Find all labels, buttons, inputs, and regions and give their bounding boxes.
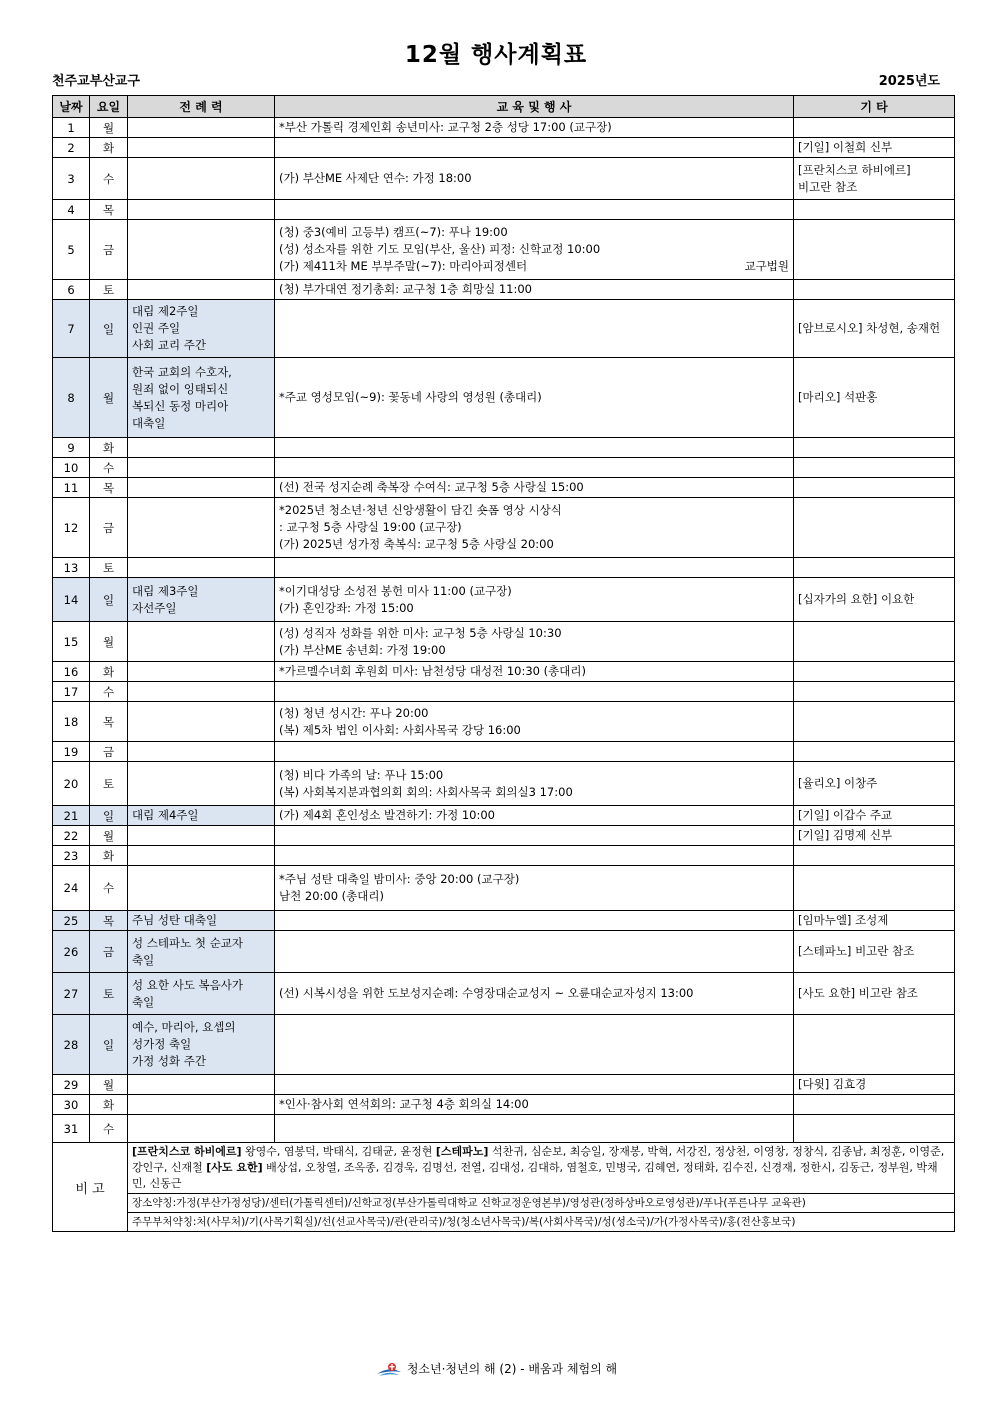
liturgy-cell (128, 438, 275, 458)
events-text: *부산 가톨릭 경제인회 송년미사: 교구청 2층 성당 17:00 (교구장) (279, 120, 612, 134)
table-row (53, 973, 955, 1015)
date-cell: 13 (53, 558, 90, 578)
date-cell: 14 (53, 578, 90, 622)
liturgy-cell (128, 158, 275, 200)
date-cell: 29 (53, 1075, 90, 1095)
liturgy-cell (128, 866, 275, 911)
schedule-table (52, 95, 955, 1232)
etc-cell: [율리오] 이창주 (794, 762, 955, 806)
events-cell (275, 1015, 794, 1075)
liturgy-cell: 대림 제4주일 (128, 806, 275, 826)
weekday-cell: 화 (90, 1095, 128, 1115)
table-row (53, 118, 955, 138)
table-row (53, 220, 955, 280)
weekday-cell: 화 (90, 138, 128, 158)
table-row (53, 866, 955, 911)
table-row (53, 578, 955, 622)
notes-label: 비 고 (53, 1143, 128, 1232)
weekday-cell: 화 (90, 846, 128, 866)
weekday-cell: 월 (90, 118, 128, 138)
etc-cell (794, 682, 955, 702)
liturgy-cell (128, 280, 275, 300)
weekday-cell: 월 (90, 622, 128, 662)
events-cell (275, 438, 794, 458)
liturgy-cell (128, 702, 275, 742)
weekday-cell: 목 (90, 911, 128, 931)
weekday-cell: 토 (90, 280, 128, 300)
events-cell (275, 1075, 794, 1095)
footer (0, 1360, 992, 1378)
etc-cell (794, 478, 955, 498)
weekday-cell: 월 (90, 1075, 128, 1095)
etc-cell (794, 118, 955, 138)
weekday-cell: 토 (90, 762, 128, 806)
etc-cell: [사도 요한] 비고란 참조 (794, 973, 955, 1015)
header-events: 교 육 및 행 사 (275, 96, 794, 118)
date-cell: 4 (53, 200, 90, 220)
liturgy-cell: 한국 교회의 수호자, 원죄 없이 잉태되신 복되신 동정 마리아 대축일 (128, 358, 275, 438)
liturgy-cell (128, 662, 275, 682)
date-cell: 5 (53, 220, 90, 280)
date-cell: 26 (53, 931, 90, 973)
date-cell: 10 (53, 458, 90, 478)
table-row (53, 158, 955, 200)
table-row (53, 1115, 955, 1143)
feast2-names: 석찬귀, 심순보, 최승일, 장재봉, 박혁, 서강진, 정상천, 이영창, 정창식, 김종남, 최정훈, 이영준, 강인구, 신재철 (132, 1145, 945, 1174)
date-cell: 16 (53, 662, 90, 682)
table-row (53, 1015, 955, 1075)
events-text: (청) 부가대연 정기총회: 교구청 1층 희망실 11:00 (279, 282, 532, 296)
date-cell: 24 (53, 866, 90, 911)
liturgy-cell (128, 742, 275, 762)
events-cell (275, 158, 794, 200)
etc-cell: [십자가의 요한] 이요한 (794, 578, 955, 622)
liturgy-cell (128, 1075, 275, 1095)
table-row (53, 622, 955, 662)
date-cell: 18 (53, 702, 90, 742)
events-right-note: 교구법원 (744, 259, 789, 273)
etc-cell (794, 458, 955, 478)
table-row (53, 558, 955, 578)
etc-cell (794, 498, 955, 558)
date-cell: 3 (53, 158, 90, 200)
weekday-cell: 일 (90, 1015, 128, 1075)
table-row (53, 762, 955, 806)
etc-cell (794, 1095, 955, 1115)
weekday-cell: 수 (90, 682, 128, 702)
table-row (53, 742, 955, 762)
table-row (53, 662, 955, 682)
events-cell (275, 973, 794, 1015)
date-cell: 25 (53, 911, 90, 931)
liturgy-cell (128, 220, 275, 280)
weekday-cell: 월 (90, 826, 128, 846)
events-cell (275, 300, 794, 358)
events-cell (275, 742, 794, 762)
etc-cell (794, 702, 955, 742)
events-text: *이기대성당 소성전 봉헌 미사 11:00 (교구장) (가) 혼인강좌: 가정 15:00 (279, 583, 512, 615)
events-cell (275, 220, 794, 280)
weekday-cell: 화 (90, 662, 128, 682)
diocese-logo-icon (375, 1362, 403, 1378)
feast3-label: [사도 요한] (206, 1161, 263, 1174)
weekday-cell: 월 (90, 358, 128, 438)
events-cell (275, 458, 794, 478)
events-cell (275, 682, 794, 702)
events-cell (275, 702, 794, 742)
weekday-cell: 일 (90, 578, 128, 622)
table-row (53, 702, 955, 742)
events-text: (청) 비다 가족의 날: 푸나 15:00 (복) 사회복지분과협의회 회의: 사회사목국 회의실3 17:00 (279, 767, 573, 799)
weekday-cell: 화 (90, 438, 128, 458)
date-cell: 28 (53, 1015, 90, 1075)
events-cell (275, 358, 794, 438)
events-cell (275, 931, 794, 973)
events-cell (275, 911, 794, 931)
date-cell: 15 (53, 622, 90, 662)
place-abbreviations: 장소약칭:가정(부산가정성당)/센터(가톨릭센터)/신학교정(부산가톨릭대학교 신학교정운영본부)/영성관(정하상바오로영성관)/푸나(푸른나무 교육관) (128, 1194, 955, 1213)
table-row (53, 931, 955, 973)
liturgy-cell: 성 스테파노 첫 순교자 축일 (128, 931, 275, 973)
date-cell: 11 (53, 478, 90, 498)
events-cell (275, 578, 794, 622)
weekday-cell: 목 (90, 702, 128, 742)
events-cell (275, 498, 794, 558)
date-cell: 12 (53, 498, 90, 558)
date-cell: 6 (53, 280, 90, 300)
etc-cell (794, 220, 955, 280)
weekday-cell: 일 (90, 806, 128, 826)
weekday-cell: 토 (90, 973, 128, 1015)
table-row (53, 438, 955, 458)
weekday-cell: 목 (90, 478, 128, 498)
footer-text: 청소년·청년의 해 (2) - 배움과 체험의 해 (406, 1362, 618, 1376)
liturgy-cell (128, 826, 275, 846)
etc-cell: [마리오] 석판홍 (794, 358, 955, 438)
date-cell: 19 (53, 742, 90, 762)
date-cell: 21 (53, 806, 90, 826)
events-cell (275, 200, 794, 220)
events-cell (275, 806, 794, 826)
table-row (53, 358, 955, 438)
table-row (53, 826, 955, 846)
etc-cell (794, 280, 955, 300)
feast3-names: 배상섭, 오창열, 조옥종, 김경욱, 김명선, 전열, 김대성, 김대하, 염철호, 민병국, 김혜연, 정태화, 김수진, 신경재, 정한시, 김동근, 정부원, 박채민, 신동근 (132, 1161, 938, 1190)
liturgy-cell (128, 846, 275, 866)
liturgy-cell (128, 622, 275, 662)
table-row (53, 1095, 955, 1115)
liturgy-cell (128, 200, 275, 220)
liturgy-cell (128, 458, 275, 478)
events-text: (선) 전국 성지순례 축복장 수여식: 교구청 5층 사랑실 15:00 (279, 480, 584, 494)
date-cell: 30 (53, 1095, 90, 1115)
liturgy-cell: 대림 제3주일 자선주일 (128, 578, 275, 622)
date-cell: 17 (53, 682, 90, 702)
table-row (53, 300, 955, 358)
table-row (53, 200, 955, 220)
table-row (53, 478, 955, 498)
liturgy-cell (128, 1115, 275, 1143)
liturgy-cell: 성 요한 사도 복음사가 축일 (128, 973, 275, 1015)
events-cell (275, 478, 794, 498)
feast1-label: [프란치스코 하비에르] (132, 1145, 242, 1158)
events-text: *인사·참사회 연석회의: 교구청 4층 회의실 14:00 (279, 1097, 529, 1111)
weekday-cell: 수 (90, 458, 128, 478)
page-title: 12월 행사계획표 (404, 42, 588, 68)
etc-cell: [기일] 이갑수 주교 (794, 806, 955, 826)
header-day: 요일 (90, 96, 128, 118)
date-cell: 8 (53, 358, 90, 438)
liturgy-cell (128, 1095, 275, 1115)
events-cell (275, 826, 794, 846)
events-cell (275, 762, 794, 806)
liturgy-cell (128, 682, 275, 702)
liturgy-cell (128, 762, 275, 806)
table-row (53, 458, 955, 478)
liturgy-cell (128, 138, 275, 158)
date-cell: 1 (53, 118, 90, 138)
etc-cell: [프란치스코 하비에르] 비고란 참조 (794, 158, 955, 200)
notes-section (53, 1143, 955, 1232)
events-text: *주님 성탄 대축일 밤미사: 중앙 20:00 (교구장) 남천 20:00 (총대리) (279, 872, 520, 903)
etc-cell: [스테파노] 비고란 참조 (794, 931, 955, 973)
etc-cell (794, 622, 955, 662)
etc-cell: [다윗] 김효경 (794, 1075, 955, 1095)
table-row (53, 682, 955, 702)
etc-cell (794, 200, 955, 220)
etc-cell (794, 742, 955, 762)
weekday-cell: 수 (90, 866, 128, 911)
date-cell: 2 (53, 138, 90, 158)
etc-cell (794, 1115, 955, 1143)
organization-name: 천주교부산교구 (52, 74, 140, 89)
date-cell: 31 (53, 1115, 90, 1143)
date-cell: 27 (53, 973, 90, 1015)
etc-cell: [암브로시오] 차성현, 송재헌 (794, 300, 955, 358)
events-cell (275, 118, 794, 138)
events-text: *가르멜수녀회 후원회 미사: 남천성당 대성전 10:30 (총대리) (279, 664, 586, 678)
table-row (53, 846, 955, 866)
events-text: (가) 제4회 혼인성소 발견하기: 가정 10:00 (279, 808, 495, 822)
date-cell: 9 (53, 438, 90, 458)
table-row (53, 138, 955, 158)
events-text: (성) 성직자 성화를 위한 미사: 교구청 5층 사랑실 10:30 (가) 부산ME 송년회: 가정 19:00 (279, 625, 562, 657)
events-cell (275, 280, 794, 300)
weekday-cell: 토 (90, 558, 128, 578)
liturgy-cell (128, 478, 275, 498)
etc-cell (794, 1015, 955, 1075)
events-text: *주교 영성모임(~9): 꽃동네 사랑의 영성원 (총대리) (279, 390, 542, 404)
etc-cell: [기일] 이철희 신부 (794, 138, 955, 158)
events-text: (선) 시복시성을 위한 도보성지순례: 수영장대순교성지 ~ 오륜대순교자성지 13:00 (279, 986, 694, 1000)
table-row (53, 806, 955, 826)
header-date: 날짜 (53, 96, 90, 118)
etc-cell: [임마누엘] 조성제 (794, 911, 955, 931)
table-row (53, 280, 955, 300)
events-text: (가) 부산ME 사제단 연수: 가정 18:00 (279, 171, 472, 185)
liturgy-cell (128, 558, 275, 578)
date-cell: 7 (53, 300, 90, 358)
liturgy-cell: 대림 제2주일 인권 주일 사회 교리 주간 (128, 300, 275, 358)
table-row (53, 498, 955, 558)
liturgy-cell: 예수, 마리아, 요셉의 성가정 축일 가정 성화 주간 (128, 1015, 275, 1075)
weekday-cell: 금 (90, 742, 128, 762)
weekday-cell: 수 (90, 158, 128, 200)
etc-cell (794, 438, 955, 458)
table-row (53, 1075, 955, 1095)
liturgy-cell: 주님 성탄 대축일 (128, 911, 275, 931)
feast-names (128, 1143, 955, 1194)
etc-cell (794, 558, 955, 578)
weekday-cell: 목 (90, 200, 128, 220)
events-text: (청) 중3(예비 고등부) 캠프(~7): 푸나 19:00 (성) 성소자를 위한 기도 모임(부산, 울산) 피정: 신학교정 10:00 (가) 제411차 ME 부부주말(~7): 마리아피정센터 (279, 225, 601, 273)
schedule-body (53, 118, 955, 1143)
weekday-cell: 금 (90, 220, 128, 280)
events-cell (275, 558, 794, 578)
weekday-cell: 금 (90, 498, 128, 558)
header-row (53, 96, 955, 118)
etc-cell (794, 866, 955, 911)
liturgy-cell (128, 498, 275, 558)
feast1-names: 왕영수, 염봉덕, 박태식, 김태균, 윤정현 (241, 1145, 436, 1158)
events-text: (청) 청년 성시간: 푸나 20:00 (복) 제5차 법인 이사회: 사회사목국 강당 16:00 (279, 705, 521, 737)
events-cell (275, 1115, 794, 1143)
year-label: 2025년도 (878, 74, 940, 89)
events-cell (275, 662, 794, 682)
events-cell (275, 622, 794, 662)
dept-abbreviations: 주무부처약칭:처(사무처)/기(사목기획실)/선(선교사목국)/관(관리국)/청(청소년사목국)/복(사회사목국)/성(성소국)/가(가정사목국)/홍(전산홍보국) (128, 1213, 955, 1232)
table-row (53, 911, 955, 931)
events-text: *2025년 청소년·청년 신앙생활이 담긴 숏폼 영상 시상식 : 교구청 5층 사랑실 19:00 (교구장) (가) 2025년 성가정 축복식: 교구청 5층 사랑실 20:00 (279, 503, 562, 551)
events-cell (275, 846, 794, 866)
weekday-cell: 금 (90, 931, 128, 973)
date-cell: 20 (53, 762, 90, 806)
date-cell: 22 (53, 826, 90, 846)
header-etc: 기 타 (794, 96, 955, 118)
liturgy-cell (128, 118, 275, 138)
etc-cell: [기일] 김명제 신부 (794, 826, 955, 846)
weekday-cell: 수 (90, 1115, 128, 1143)
weekday-cell: 일 (90, 300, 128, 358)
etc-cell (794, 662, 955, 682)
date-cell: 23 (53, 846, 90, 866)
etc-cell (794, 846, 955, 866)
feast2-label: [스테파노] (435, 1145, 489, 1158)
events-cell (275, 1095, 794, 1115)
events-cell (275, 138, 794, 158)
header-liturgy: 전 례 력 (128, 96, 275, 118)
events-cell (275, 866, 794, 911)
